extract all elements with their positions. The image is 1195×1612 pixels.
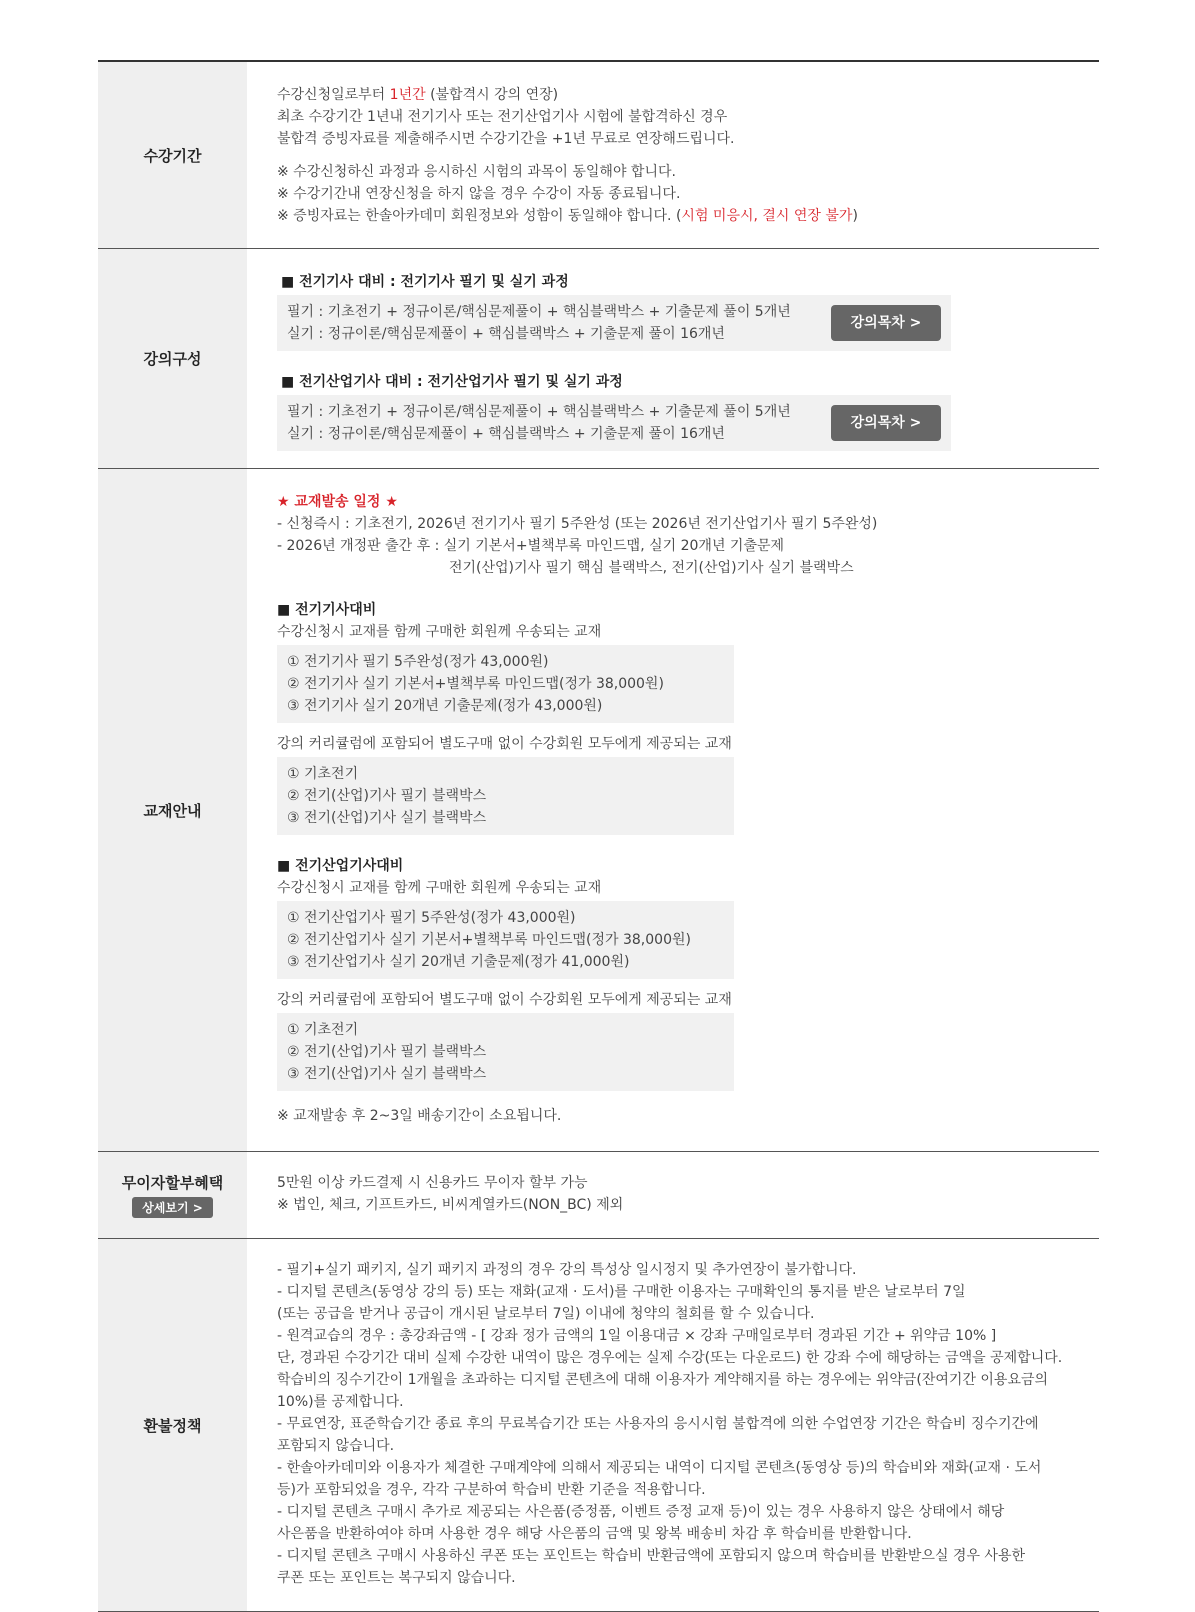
refund-line: 포함되지 않습니다.	[277, 1438, 395, 1454]
refund-line: 등)가 포함되었을 경우, 각각 구분하여 학습비 반환 기준을 적용합니다.	[277, 1482, 706, 1498]
free-box-industrial	[277, 1013, 734, 1091]
row-installment	[98, 1152, 1099, 1239]
refund-line: - 필기+실기 패키지, 실기 패키지 과정의 경우 강의 특성상 일시정지 및 추가연장이 불가합니다.	[277, 1262, 857, 1278]
row-refund	[98, 1239, 1099, 1612]
period-note2: ※ 수강기간내 연장신청을 하지 않을 경우 수강이 자동 종료됩니다.	[277, 186, 681, 202]
book-item: ③ 전기(산업)기사 실기 블랙박스	[287, 810, 487, 826]
book-item: ③ 전기(산업)기사 실기 블랙박스	[287, 1066, 487, 1082]
installment-content	[247, 1152, 1099, 1238]
schedule-line1: - 신청즉시 : 기초전기, 2026년 전기기사 필기 5주완성 (또는 2026년 전기산업기사 필기 5주완성)	[277, 516, 878, 532]
free-label: 강의 커리큘럼에 포함되어 별도구매 없이 수강회원 모두에게 제공되는 교재	[277, 992, 732, 1008]
refund-line: - 한솔아카데미와 이용자가 체결한 구매계약에 의해서 제공되는 내역이 디지털 콘텐츠(동영상 등)의 학습비와 재화(교재 · 도서	[277, 1460, 1042, 1476]
book-item: ② 전기기사 실기 기본서+별책부록 마인드맵(정가 38,000원)	[287, 676, 664, 692]
refund-line: 10%)를 공제합니다.	[277, 1394, 404, 1410]
book-item: ① 전기기사 필기 5주완성(정가 43,000원)	[287, 654, 549, 670]
period-note1: ※ 수강신청하신 과정과 응시하신 시험의 과목이 동일해야 합니다.	[277, 164, 676, 180]
refund-line: 학습비의 징수기간이 1개월을 초과하는 디지털 콘텐츠에 대해 이용자가 계약해지를 하는 경우에는 위약금(잔여기간 이용요금의	[277, 1372, 1049, 1388]
period-note3	[277, 205, 1099, 227]
book-item: ② 전기(산업)기사 필기 블랙박스	[287, 1044, 487, 1060]
buy-box-industrial	[277, 901, 734, 979]
group-title-electrical: ■ 전기기사대비	[277, 602, 377, 618]
row-composition	[98, 249, 1099, 469]
course-box-electrical	[277, 295, 951, 351]
installment-line1: 5만원 이상 카드결제 시 신용카드 무이자 할부 가능	[277, 1175, 588, 1191]
installment-label: 무이자할부혜택	[121, 1174, 224, 1192]
course-info-table	[98, 60, 1099, 1612]
period-line1-prefix: 수강신청일로부터	[277, 87, 390, 103]
refund-line: - 디지털 콘텐츠(동영상 강의 등) 또는 재화(교재 · 도서)를 구매한 이용자는 구매확인의 통지를 받은 날로부터 7일	[277, 1284, 966, 1300]
lecture-toc-button[interactable]: 강의목차 >	[831, 305, 941, 341]
period-line1-suffix: (불합격시 강의 연장)	[425, 87, 559, 103]
refund-line: (또는 공급을 받거나 공급이 개시된 날로부터 7일) 이내에 청약의 철회를 할 수 있습니다.	[277, 1306, 815, 1322]
period-highlight: 1년간	[389, 87, 426, 103]
course-line-written: 필기 : 기초전기 + 정규이론/핵심문제풀이 + 핵심블랙박스 + 기출문제 풀이 5개년	[287, 304, 791, 320]
textbook-content	[247, 469, 1099, 1151]
period-line1	[277, 84, 1099, 106]
composition-label: 강의구성	[98, 249, 247, 468]
course-title-electrical: ■ 전기기사 대비 : 전기기사 필기 및 실기 과정	[281, 274, 569, 290]
refund-line: 단, 경과된 수강기간 대비 실제 수강한 내역이 많은 경우에는 실제 수강(또는 다운로드) 한 강좌 수에 해당하는 금액을 공제합니다.	[277, 1350, 1063, 1366]
period-note3-highlight: 시험 미응시, 결시 연장 불가	[681, 208, 853, 224]
course-title-industrial: ■ 전기산업기사 대비 : 전기산업기사 필기 및 실기 과정	[281, 374, 623, 390]
delivery-note: ※ 교재발송 후 2~3일 배송기간이 소요됩니다.	[277, 1108, 562, 1124]
course-line-practical: 실기 : 정규이론/핵심문제풀이 + 핵심블랙박스 + 기출문제 풀이 16개년	[287, 326, 725, 342]
book-item: ① 전기산업기사 필기 5주완성(정가 43,000원)	[287, 910, 576, 926]
installment-header	[98, 1152, 247, 1238]
period-note3-suffix: )	[852, 208, 858, 224]
course-lines-industrial	[287, 401, 791, 445]
book-item: ② 전기산업기사 실기 기본서+별책부록 마인드맵(정가 38,000원)	[287, 932, 691, 948]
book-item: ① 기초전기	[287, 766, 359, 782]
schedule-title: ★ 교재발송 일정 ★	[277, 494, 398, 510]
row-textbook	[98, 469, 1099, 1152]
installment-line2: ※ 법인, 체크, 기프트카드, 비씨계열카드(NON_BC) 제외	[277, 1197, 624, 1213]
free-box-electrical	[277, 757, 734, 835]
buy-label: 수강신청시 교재를 함께 구매한 회원께 우송되는 교재	[277, 880, 602, 896]
refund-content	[247, 1239, 1099, 1611]
schedule-line3: 전기(산업)기사 필기 핵심 블랙박스, 전기(산업)기사 실기 블랙박스	[449, 560, 854, 576]
book-item: ③ 전기기사 실기 20개년 기출문제(정가 43,000원)	[287, 698, 603, 714]
book-item: ② 전기(산업)기사 필기 블랙박스	[287, 788, 487, 804]
period-content	[247, 62, 1099, 248]
period-note3-prefix: ※ 증빙자료는 한솔아카데미 회원정보와 성함이 동일해야 합니다. (	[277, 208, 682, 224]
course-lines-electrical	[287, 301, 791, 345]
period-label: 수강기간	[98, 62, 247, 248]
book-item: ① 기초전기	[287, 1022, 359, 1038]
row-period	[98, 62, 1099, 249]
schedule-line2: - 2026년 개정판 출간 후 : 실기 기본서+별책부록 마인드맵, 실기 20개년 기출문제	[277, 538, 785, 554]
refund-line: - 디지털 콘텐츠 구매시 사용하신 쿠폰 또는 포인트는 학습비 반환금액에 포함되지 않으며 학습비를 반환받으실 경우 사용한	[277, 1548, 1026, 1564]
refund-line: - 디지털 콘텐츠 구매시 추가로 제공되는 사은품(증정품, 이벤트 증정 교재 등)이 있는 경우 사용하지 않은 상태에서 해당	[277, 1504, 1005, 1520]
refund-label: 환불정책	[98, 1239, 247, 1611]
lecture-toc-button[interactable]: 강의목차 >	[831, 405, 941, 441]
course-line-practical: 실기 : 정규이론/핵심문제풀이 + 핵심블랙박스 + 기출문제 풀이 16개년	[287, 426, 725, 442]
group-title-industrial: ■ 전기산업기사대비	[277, 858, 404, 874]
course-line-written: 필기 : 기초전기 + 정규이론/핵심문제풀이 + 핵심블랙박스 + 기출문제 풀이 5개년	[287, 404, 791, 420]
refund-line: 사은품을 반환하여야 하며 사용한 경우 해당 사은품의 금액 및 왕복 배송비 차감 후 학습비를 반환합니다.	[277, 1526, 912, 1542]
period-line3: 불합격 증빙자료를 제출해주시면 수강기간을 +1년 무료로 연장해드립니다.	[277, 131, 735, 147]
book-item: ③ 전기산업기사 실기 20개년 기출문제(정가 41,000원)	[287, 954, 630, 970]
buy-box-electrical	[277, 645, 734, 723]
composition-content	[247, 249, 1099, 468]
refund-line: 쿠폰 또는 포인트는 복구되지 않습니다.	[277, 1570, 516, 1586]
refund-line: - 원격교습의 경우 : 총강좌금액 - [ 강좌 정가 금액의 1일 이용대금 × 강좌 구매일로부터 경과된 기간 + 위약금 10% ]	[277, 1328, 997, 1344]
buy-label: 수강신청시 교재를 함께 구매한 회원께 우송되는 교재	[277, 624, 602, 640]
refund-line: - 무료연장, 표준학습기간 종료 후의 무료복습기간 또는 사용자의 응시시험 불합격에 의한 수업연장 기간은 학습비 징수기간에	[277, 1416, 1039, 1432]
period-line2: 최초 수강기간 1년내 전기기사 또는 전기산업기사 시험에 불합격하신 경우	[277, 109, 728, 125]
course-box-industrial	[277, 395, 951, 451]
details-button[interactable]: 상세보기 >	[132, 1197, 213, 1218]
textbook-label: 교재안내	[98, 469, 247, 1151]
free-label: 강의 커리큘럼에 포함되어 별도구매 없이 수강회원 모두에게 제공되는 교재	[277, 736, 732, 752]
